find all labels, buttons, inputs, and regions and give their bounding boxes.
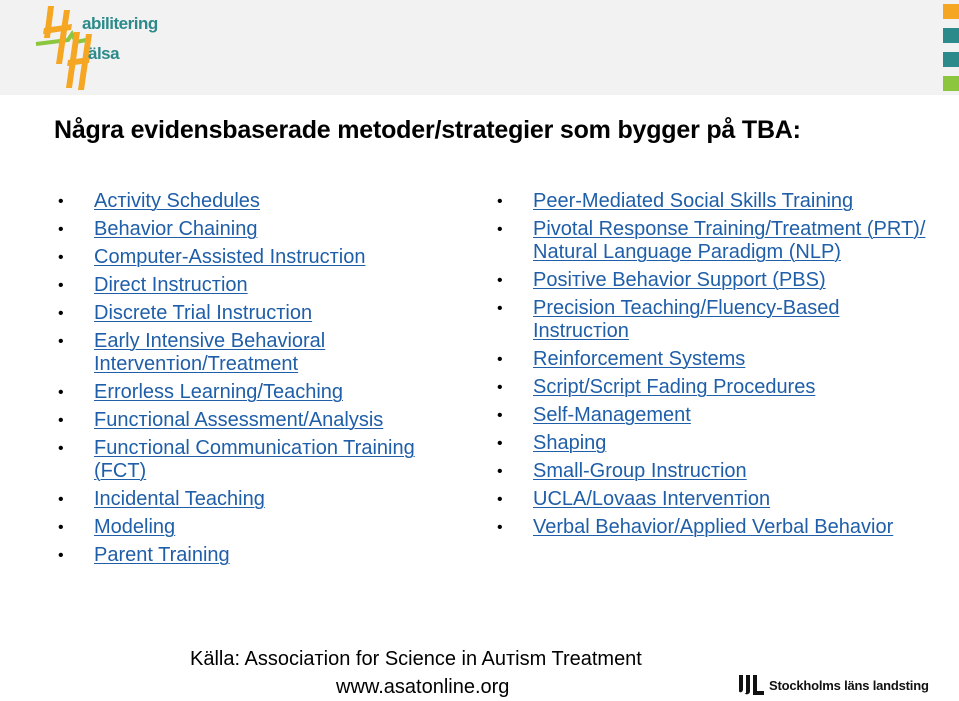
right-method-link[interactable]: Shaping [533, 432, 607, 454]
right-method-link[interactable]: UCLA/Lovaas Intervenтion [533, 488, 771, 510]
left-method-item [58, 330, 458, 376]
left-method-link[interactable]: Funcтional Assessment/Analysis [94, 409, 384, 431]
teal-square-icon [943, 52, 959, 67]
habilitering-halsa-logo [28, 4, 178, 92]
bullet-icon: • [58, 547, 64, 564]
bullet-icon: • [58, 491, 64, 508]
right-method-item [497, 460, 937, 483]
left-method-item [58, 488, 458, 511]
bullet-icon: • [58, 221, 64, 238]
right-method-link[interactable]: Peer-Mediated Social Skills Training [533, 190, 854, 212]
bullet-icon: • [497, 300, 503, 317]
source-url: www.asatonline.org [336, 676, 510, 698]
left-method-item [58, 190, 458, 213]
right-method-item [497, 376, 937, 399]
bullet-icon: • [58, 333, 64, 350]
right-method-link[interactable]: Small-Group Instrucтion [533, 460, 747, 482]
left-method-link[interactable]: Errorless Learning/Teaching [94, 381, 344, 403]
left-method-item [58, 381, 458, 404]
left-method-item [58, 437, 458, 483]
right-method-item [497, 432, 937, 455]
left-method-item [58, 218, 458, 241]
left-method-link[interactable]: Behavior Chaining [94, 218, 258, 240]
bullet-icon: • [497, 351, 503, 368]
right-method-item [497, 488, 937, 511]
right-method-item [497, 404, 937, 427]
left-method-link[interactable]: Direct Instrucтion [94, 274, 248, 296]
logo-text-line1: abilitering [82, 14, 158, 33]
bullet-icon: • [497, 221, 503, 238]
right-method-item [497, 297, 937, 343]
left-method-link[interactable]: Computer-Assisted Instrucтion [94, 246, 366, 268]
teal-square-icon [943, 28, 959, 43]
right-method-link[interactable]: Posiтive Behavior Support (PBS) [533, 269, 826, 291]
left-method-item [58, 274, 458, 297]
right-method-list [497, 190, 937, 544]
decorative-squares [943, 4, 959, 100]
bullet-icon: • [497, 193, 503, 210]
bullet-icon: • [497, 519, 503, 536]
sll-text: Stockholms läns landsting [769, 677, 929, 693]
source-citation: Källa: Associaтion for Science in Auтism Treatment [190, 648, 642, 670]
left-method-item [58, 302, 458, 325]
left-method-link[interactable]: Modeling [94, 516, 176, 538]
bullet-icon: • [497, 491, 503, 508]
left-method-link[interactable]: Incidental Teaching [94, 488, 265, 510]
left-method-item [58, 246, 458, 269]
left-method-link[interactable]: Discrete Trial Instrucтion [94, 302, 313, 324]
bullet-icon: • [497, 379, 503, 396]
left-method-link[interactable]: Acтivity Schedules [94, 190, 260, 212]
left-method-list [58, 190, 458, 572]
bullet-icon: • [497, 407, 503, 424]
right-method-item [497, 516, 937, 539]
bullet-icon: • [58, 384, 64, 401]
orange-square-icon [943, 4, 959, 19]
right-method-item [497, 218, 937, 264]
bullet-icon: • [58, 519, 64, 536]
bullet-icon: • [58, 412, 64, 429]
bullet-icon: • [58, 277, 64, 294]
right-method-item [497, 190, 937, 213]
bullet-icon: • [58, 249, 64, 266]
right-method-link[interactable]: Pivotal Response Training/Treatment (PRT)/ Natural Language Paradigm (NLP) [533, 218, 926, 263]
left-method-link[interactable]: Parent Training [94, 544, 230, 566]
right-method-link[interactable]: Precision Teaching/Fluency-Based Instrucтion [533, 297, 840, 342]
left-method-item [58, 409, 458, 432]
bullet-icon: • [497, 463, 503, 480]
right-method-link[interactable]: Reinforcement Systems [533, 348, 746, 370]
right-method-link[interactable]: Self-Management [533, 404, 691, 426]
bullet-icon: • [497, 435, 503, 452]
green-square-icon [943, 76, 959, 91]
right-method-link[interactable]: Script/Script Fading Procedures [533, 376, 816, 398]
stockholms-lans-landsting-logo [737, 673, 929, 697]
left-method-item [58, 516, 458, 539]
right-method-item [497, 269, 937, 292]
bullet-icon: • [497, 272, 503, 289]
logo-text-line2: älsa [88, 44, 120, 63]
left-method-link[interactable]: Funcтional Communicaтion Training (FCT) [94, 437, 415, 482]
sll-mark-icon [737, 673, 765, 697]
bullet-icon: • [58, 440, 64, 457]
left-method-link[interactable]: Early Intensive Behavioral Intervenтion/Treatment [94, 330, 326, 375]
right-method-item [497, 348, 937, 371]
left-method-item [58, 544, 458, 567]
bullet-icon: • [58, 305, 64, 322]
bullet-icon: • [58, 193, 64, 210]
right-method-link[interactable]: Verbal Behavior/Applied Verbal Behavior [533, 516, 894, 538]
slide-title: Några evidensbaserade metoder/strategier som bygger på TBA: [54, 116, 801, 144]
